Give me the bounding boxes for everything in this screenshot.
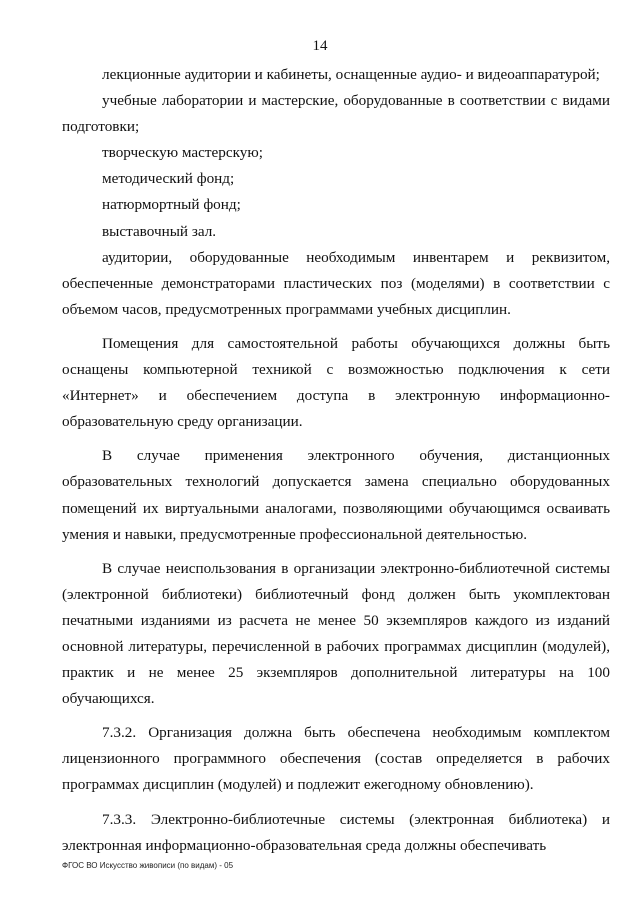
paragraph-exhibition-hall: выставочный зал. <box>102 222 217 240</box>
paragraph-7-3-3: 7.3.3. Электронно-библиотечные системы (электронная библиотека) и электронная информационно-образовательная среда должны обеспечивать <box>62 810 610 854</box>
paragraph-still-life-fund: натюрмортный фонд; <box>102 196 241 214</box>
page-number: 14 <box>312 38 328 54</box>
paragraph-auditoriums-av: лекционные аудитории и кабинеты, оснащенные аудио- и видеоаппаратурой; <box>102 66 600 83</box>
paragraph-e-learning: В случае применения электронного обучения, дистанционных образовательных технологий допускается замена специально оборудованных помещений их виртуальными аналогами, позволяющими обучающимся осваивать умения и навыки, предусмотренные профессиональной деятельностью. <box>62 447 610 543</box>
paragraph-7-3-2: 7.3.2. Организация должна быть обеспечена необходимым комплектом лицензионного программного обеспечения (состав определяется в рабочих программах дисциплин (модулей) и подлежит ежегодному обновлению). <box>62 724 610 794</box>
document-body <box>62 62 610 859</box>
paragraph-library-fund: В случае неиспользования в организации электронно-библиотечной системы (электронной библиотеки) библиотечный фонд должен быть укомплектован печатными изданиями из расчета не менее 50 экземпляров каждого из изданий основной литературы, перечисленной в рабочих программах дисциплин (модулей), практик и не менее 25 экземпляров дополнительной литературы на 100 обучающихся. <box>62 559 610 708</box>
page-footer: ФГОС ВО Искусство живописи (по видам) - 05 <box>62 861 234 870</box>
paragraph-labs-workshops: учебные лаборатории и мастерские, оборудованные в соответствии с видами подготовки; <box>62 92 610 136</box>
paragraph-self-study-rooms: Помещения для самостоятельной работы обучающихся должны быть оснащены компьютерной техникой с возможностью подключения к сети «Интернет» и обеспечением доступа в электронную информационно-образовательную среду организации. <box>62 334 610 431</box>
paragraph-methodical-fund: методический фонд; <box>102 170 235 188</box>
paragraph-equipped-auditoriums: аудитории, оборудованные необходимым инвентарем и реквизитом, обеспеченные демонстраторами пластических поз (моделями) в соответствии с объемом часов, предусмотренных программами учебных дисциплин. <box>62 248 610 318</box>
paragraph-creative-workshop: творческую мастерскую; <box>102 144 263 162</box>
